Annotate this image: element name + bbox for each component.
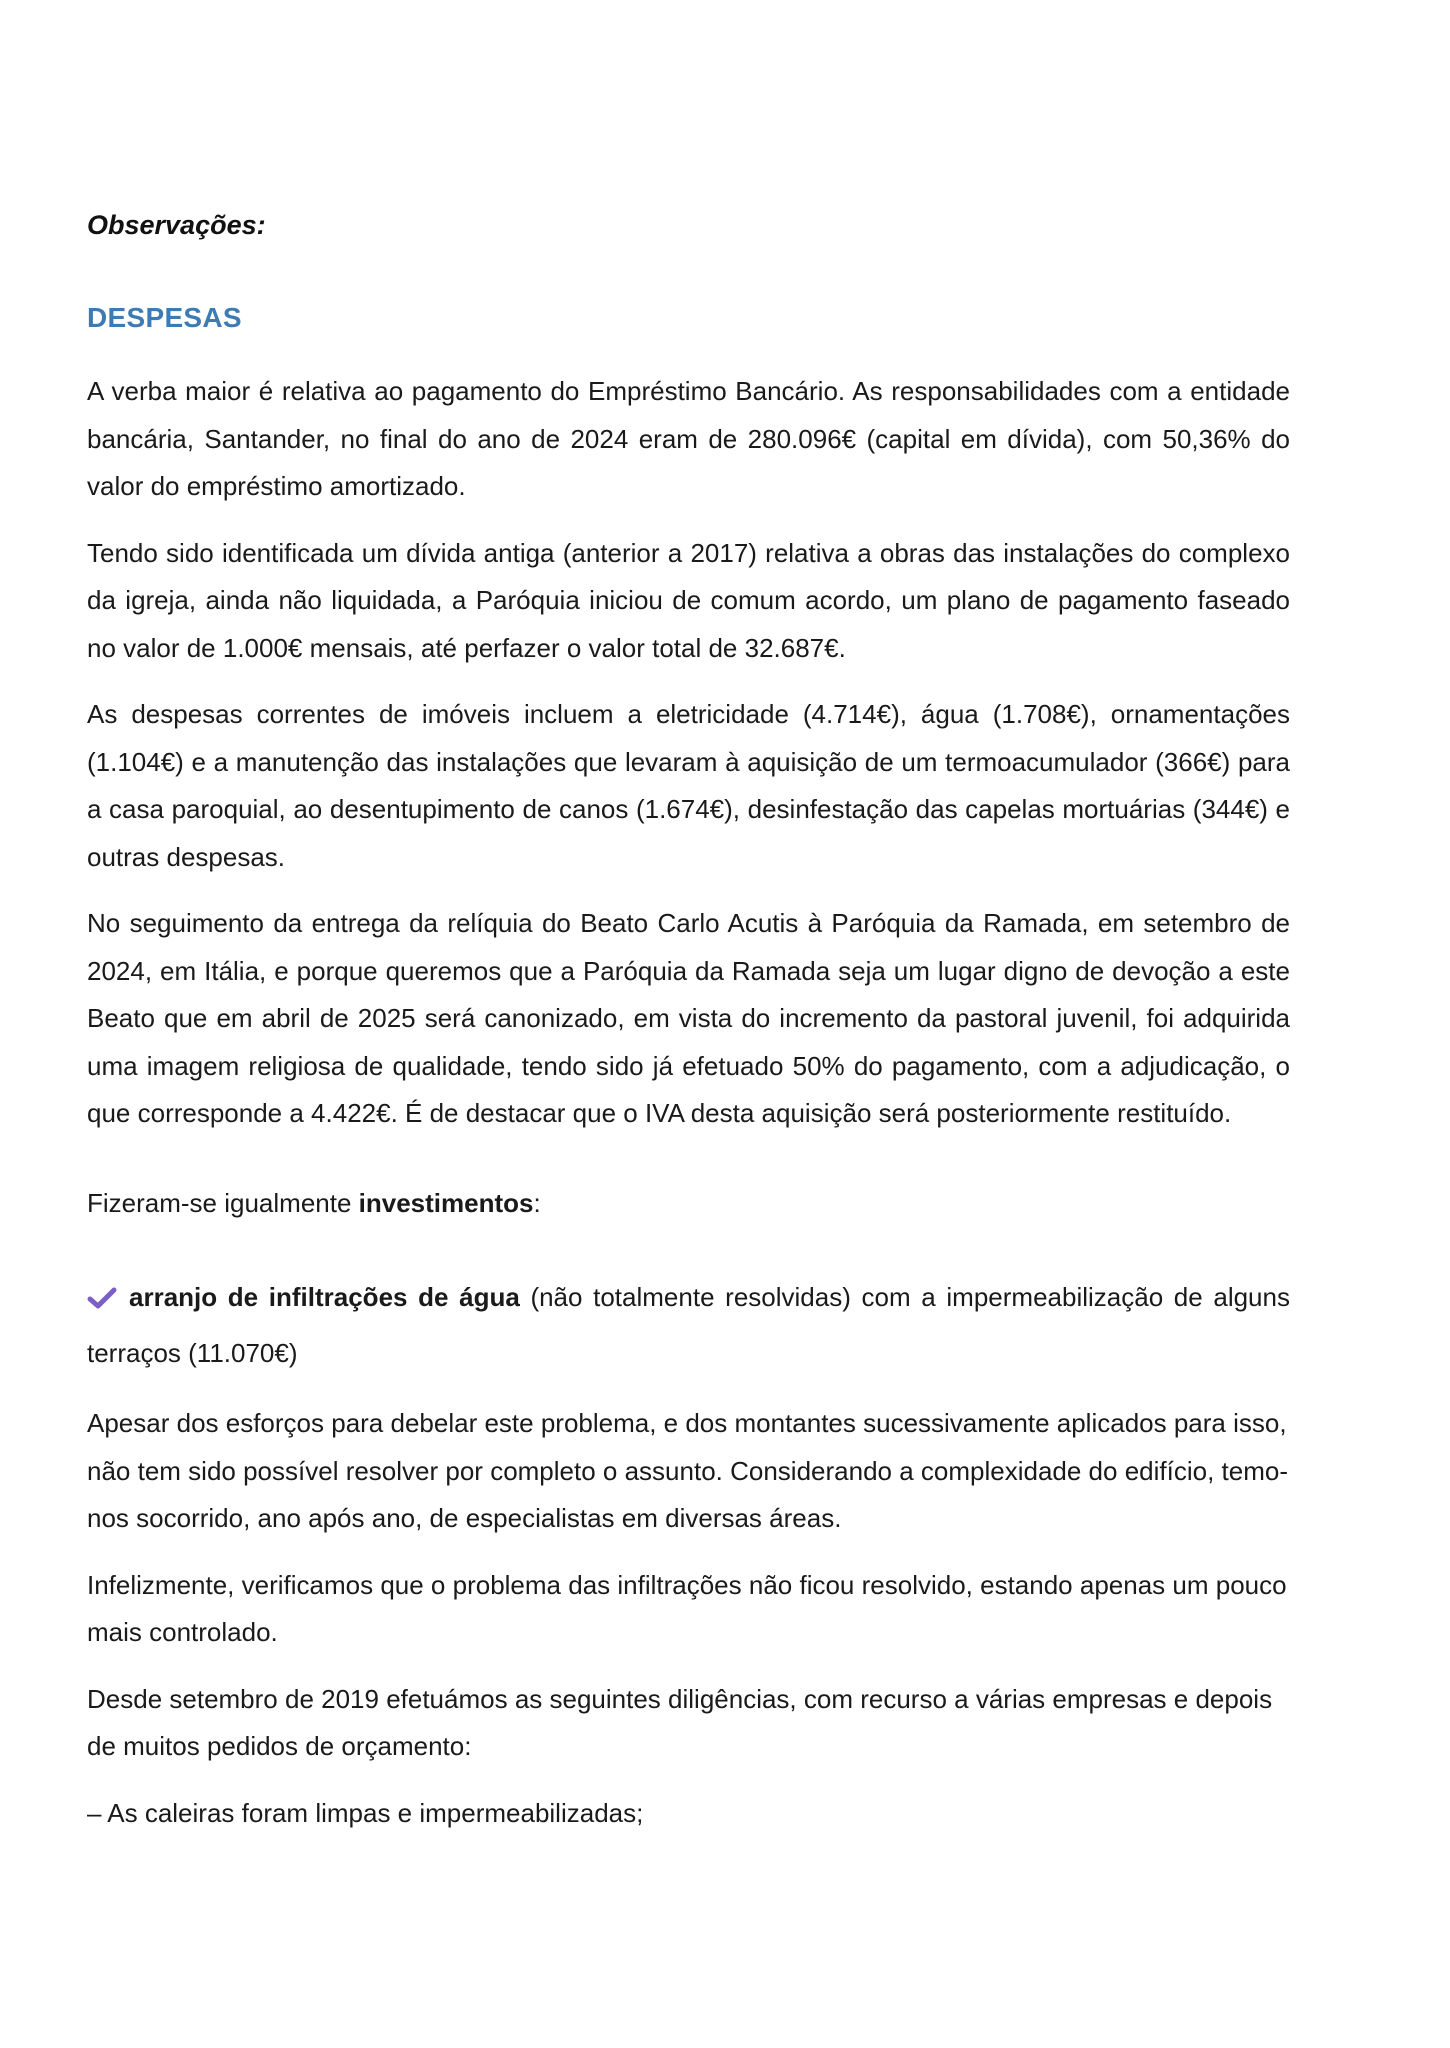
investments-intro-text: Fizeram-se igualmente	[87, 1187, 359, 1218]
paragraph-since-2019: Desde setembro de 2019 efetuámos as seguintes diligências, com recurso a várias empresas e depois de muitos pedidos de orçamento:	[87, 1683, 1273, 1761]
paragraph-current-expenses: As despesas correntes de imóveis incluem a eletricidade (4.714€), água (1.708€), ornamentações (1.104€) e a manutenção das instalações que levaram à aquisição de um termoacumulador (366€) para a casa paroquial, ao desentupimento de canos (1.674€), desinfestação das capelas mortuárias (344€) e outras despesas.	[87, 699, 1290, 872]
check-list-item	[87, 1269, 1290, 1381]
paragraph-loan: A verba maior é relativa ao pagamento do Empréstimo Bancário. As responsabilidades com a entidade bancária, Santander, no final do ano de 2024 eram de 280.096€ (capital em dívida), com 50,36% do valor do empréstimo amortizado.	[87, 376, 1290, 501]
section-heading-despesas: DESPESAS	[87, 302, 242, 333]
paragraph-unfortunately: Infelizmente, verificamos que o problema das infiltrações não ficou resolvido, estando apenas um pouco mais controlado.	[87, 1569, 1287, 1647]
check-mark-icon	[87, 1272, 117, 1294]
investments-colon: :	[533, 1187, 541, 1218]
paragraph-efforts: Apesar dos esforços para debelar este problema, e dos montantes sucessivamente aplicados para isso, não tem sido possível resolver por completo o assunto. Considerando a complexidade do edifício, temo-nos socorrido, ano após ano, de especialistas em diversas áreas.	[87, 1408, 1288, 1533]
paragraph-investments-intro	[87, 1180, 1290, 1228]
observations-heading: Observações:	[87, 210, 266, 240]
investments-bold-text: investimentos	[358, 1187, 534, 1218]
paragraph-old-debt: Tendo sido identificada um dívida antiga (anterior a 2017) relativa a obras das instalações do complexo da igreja, ainda não liquidada, a Paróquia iniciou de comum acordo, um plano de pagamento faseado no valor de 1.000€ mensais, até perfazer o valor total de 32.687€.	[87, 537, 1290, 663]
paragraph-relic-image: No seguimento da entrega da relíquia do Beato Carlo Acutis à Paróquia da Ramada, em setembro de 2024, em Itália, e porque queremos que a Paróquia da Ramada seja um lugar digno de devoção a este Beato que em abril de 2025 será canonizado, em vista do incremento da pastoral juvenil, foi adquirida uma imagem religiosa de qualidade, tendo sido já efetuado 50% do pagamento, com a adjudicação, o que corresponde a 4.422€. É de destacar que o IVA desta aquisição será posteriormente restituído.	[87, 908, 1290, 1128]
paragraph-gutters: – As caleiras foram limpas e impermeabilizadas;	[87, 1797, 644, 1828]
check-item-text: (não totalmente resolvidas) com a impermeabilização de alguns terraços (11.070€)	[87, 1282, 1290, 1368]
check-item-bold-text: arranjo de infiltrações de água	[129, 1282, 520, 1312]
body-text	[87, 368, 1290, 1837]
